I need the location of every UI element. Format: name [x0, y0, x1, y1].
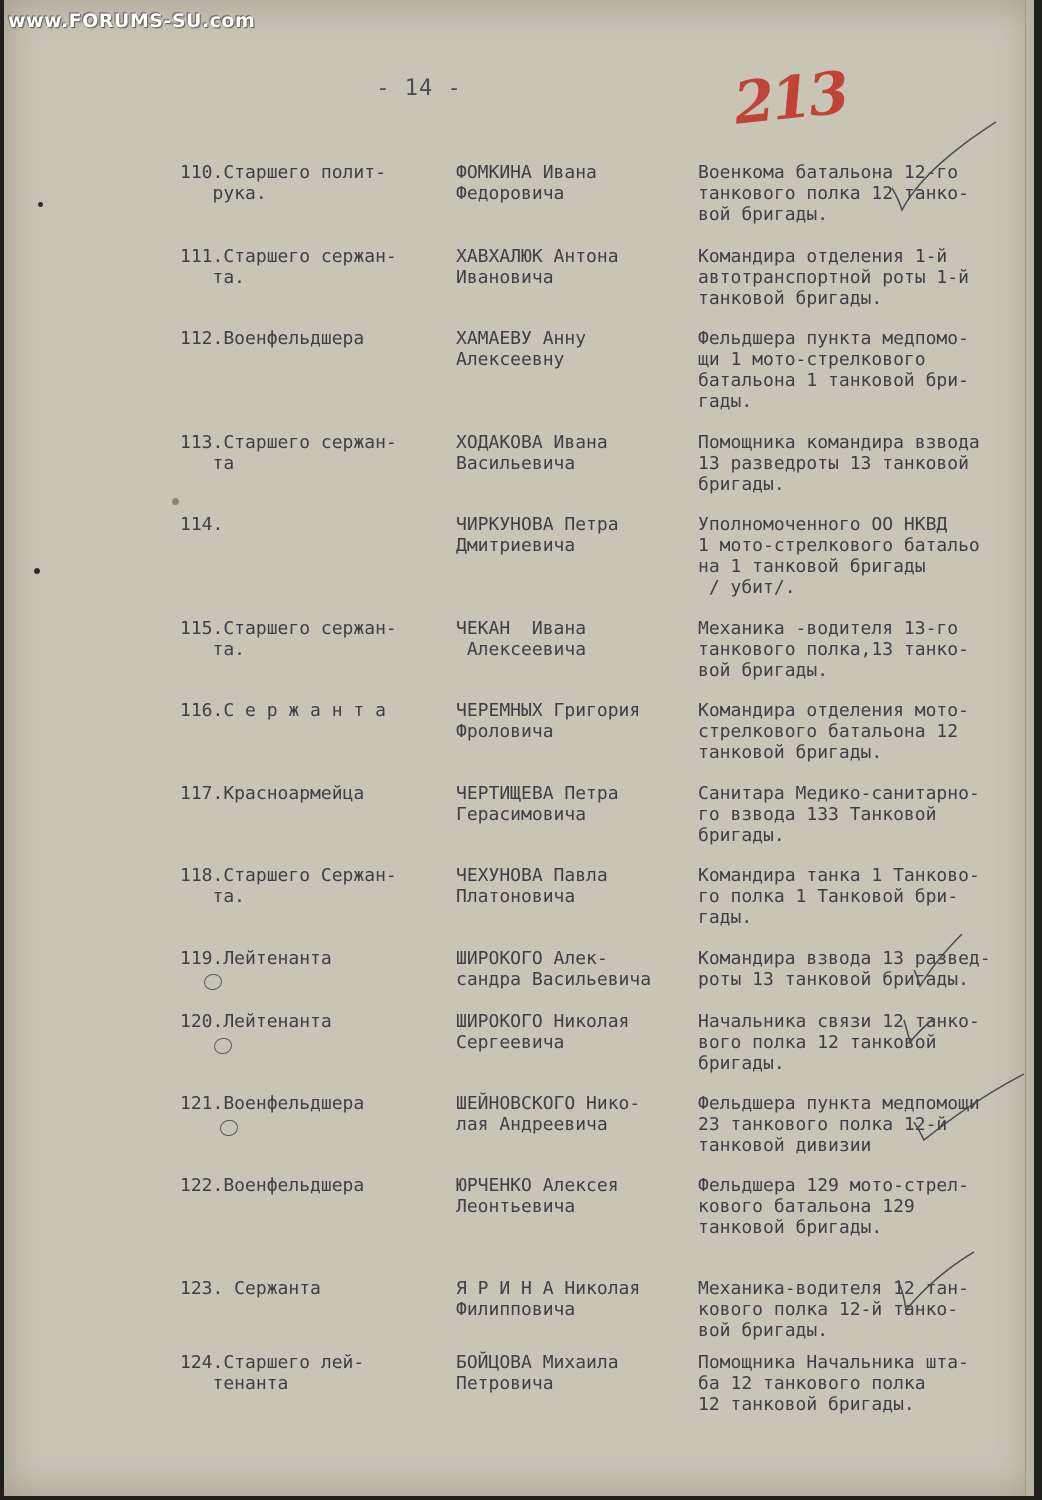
paper-speck — [172, 498, 179, 505]
entry-name: ЮРЧЕНКО Алексея Леонтьевича — [456, 1175, 619, 1217]
entry-name: ЧЕХУНОВА Павла Платоновича — [456, 865, 608, 907]
entry-name: ЧЕКАН Ивана Алексеевича — [456, 618, 587, 660]
handwritten-check-mark — [874, 1000, 964, 1060]
entry-rank: 112.Военфельдшера — [180, 328, 365, 349]
entry-rank: 121.Военфельдшера — [180, 1093, 365, 1114]
entry-unit: Начальника связи 12 танко- вого полка 12 танковой бригады. — [698, 1011, 980, 1074]
entry-unit: Уполномоченного ОО НКВД 1 мото-стрелкового батальо на 1 танковой бригады / убит/. — [698, 514, 980, 598]
entry-unit: Командира отделения мото- стрелкового батальона 12 танковой бригады. — [698, 700, 969, 763]
entry-name: ХОДАКОВА Ивана Васильевича — [456, 432, 608, 474]
handwritten-circle-mark — [202, 972, 224, 992]
entry-rank: 115.Старшего сержан- та. — [180, 618, 397, 660]
entry-unit: Фельдшера пункта медпомо- щи 1 мото-стрелкового батальона 1 танковой бри- гады. — [698, 328, 969, 412]
entry-name: ФОМКИНА Ивана Федоровича — [456, 162, 597, 204]
page-number: - 14 - — [376, 76, 462, 101]
entry-name: ШИРОКОГО Николая Сергеевича — [456, 1011, 630, 1053]
handwritten-circle-mark — [212, 1036, 234, 1056]
site-watermark: www.FORUMS-SU.com — [8, 10, 256, 32]
entry-rank: 110.Старшего полит- рука. — [180, 162, 386, 204]
handwritten-check-mark — [884, 1070, 1034, 1150]
entry-unit: Помощника командира взвода 13 разведроты 13 танковой бригады. — [698, 432, 980, 495]
paper-speck — [34, 568, 40, 574]
handwritten-check-mark — [884, 930, 974, 990]
handwritten-check-mark — [884, 1250, 984, 1330]
entry-name: ШЕЙНОВСКОГО Нико- лая Андреевича — [456, 1093, 641, 1135]
entry-rank: 111.Старшего сержан- та. — [180, 246, 397, 288]
entry-rank: 114. — [180, 514, 224, 535]
entry-rank: 113.Старшего сержан- та — [180, 432, 397, 474]
handwritten-folio-number: 213 — [730, 58, 850, 138]
entry-unit: Командира отделения 1-й автотранспортной роты 1-й танковой бригады. — [698, 246, 969, 309]
entry-name: Я Р И Н А Николая Филипповича — [456, 1278, 641, 1320]
entry-rank: 123. Сержанта — [180, 1278, 321, 1299]
entry-unit: Помощника Начальника шта- ба 12 танкового полка 12 танковой бригады. — [698, 1352, 969, 1415]
entry-name: ХАВХАЛЮК Антона Ивановича — [456, 246, 619, 288]
entry-unit: Военкома батальона 12-го танкового полка 12 танко- вой бригады. — [698, 162, 969, 225]
entry-unit: Командира танка 1 Танково- го полка 1 Танковой бри- гады. — [698, 865, 980, 928]
entry-rank: 120.Лейтенанта — [180, 1011, 332, 1032]
entry-unit: Механика -водителя 13-го танкового полка,13 танко- вой бригады. — [698, 618, 969, 681]
entry-unit: Фельдшера пункта медпомощи 23 танкового полка 12-й танковой дивизии — [698, 1093, 980, 1156]
entry-name: ЧЕРЕМНЫХ Григория Фроловича — [456, 700, 641, 742]
entry-name: ЧЕРТИЩЕВА Петра Герасимовича — [456, 783, 619, 825]
handwritten-check-mark — [884, 118, 1004, 218]
entry-rank: 119.Лейтенанта — [180, 948, 332, 969]
entry-unit: Командира взвода 13 развед- роты 13 танковой бригады. — [698, 948, 991, 990]
entry-rank: 118.Старшего Сержан- та. — [180, 865, 397, 907]
document-page — [4, 0, 1034, 1496]
entry-unit: Санитара Медико-санитарно- го взвода 133 Танковой бригады. — [698, 783, 980, 846]
paper-speck — [38, 202, 43, 207]
entry-name: ХАМАЕВУ Анну Алексеевну — [456, 328, 587, 370]
entry-unit: Механика-водителя 12 тан- кового полка 12-й танко- вой бригады. — [698, 1278, 969, 1341]
entry-name: БОЙЦОВА Михаила Петровича — [456, 1352, 619, 1394]
entry-unit: Фельдшера 129 мото-стрел- кового батальона 129 танковой бригады. — [698, 1175, 969, 1238]
handwritten-circle-mark — [218, 1118, 240, 1138]
entry-rank: 116.С е р ж а н т а — [180, 700, 386, 721]
entry-name: ШИРОКОГО Алек- сандра Васильевича — [456, 948, 652, 990]
entry-rank: 117.Красноармейца — [180, 783, 365, 804]
entry-rank: 124.Старшего лей- тенанта — [180, 1352, 365, 1394]
entry-name: ЧИРКУНОВА Петра Дмитриевича — [456, 514, 619, 556]
entry-rank: 122.Военфельдшера — [180, 1175, 365, 1196]
